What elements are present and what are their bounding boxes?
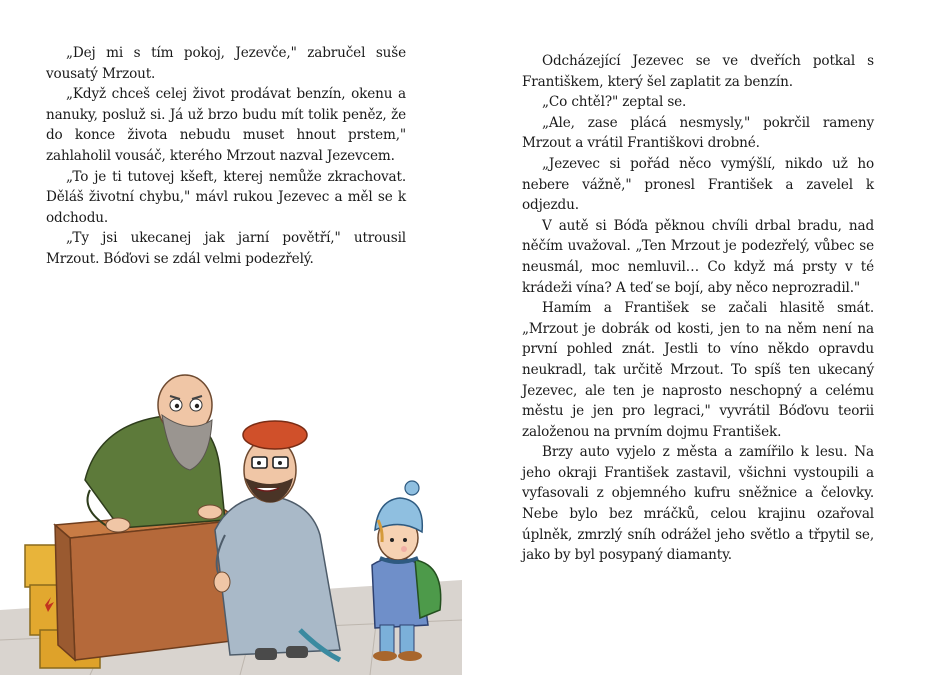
paragraph: „Co chtěl?" zeptal se.: [542, 94, 687, 111]
illustration-icon: [0, 360, 462, 675]
left-page: [0, 0, 462, 675]
paragraph: „Ale, zase plácá nesmysly," pokrčil rameny Mrzout a vrátil Františkovi drobné.: [522, 114, 874, 152]
counter-icon: [55, 510, 240, 660]
paragraph: „Dej mi s tím pokoj, Jezevče," zabručel suše vousatý Mrzout.: [46, 45, 406, 82]
jezevec-figure-icon: [214, 421, 340, 660]
paragraph: „Jezevec si pořád něco vymýšlí, nikdo už ho nebere vážně," pronesl František a zavelel k odjezdu.: [522, 155, 874, 214]
right-page: [463, 0, 925, 675]
paragraph: Brzy auto vyjelo z města a zamířilo k lesu. Na jeho okraji František zastavil, všichni vystoupili a vyfasovali z objemného kufru sněžnice a čelovky. Nebe bylo bez mráčků, celou krajinu ozařoval úplněk, zmrzlý sníh odrážel jeho světlo a třpytil se, jako by byl posypaný diamanty.: [522, 444, 874, 564]
paragraph: „Ty jsi ukecanej jak jarní povětří," utrousil Mrzout. Bóďovi se zdál velmi podezřelý.: [46, 230, 406, 267]
paragraph: Hamím a František se začali hlasitě smát. „Mrzout je dobrák od kosti, jen to na něm není na první pohled znát. Jestli to víno někdo opravdu neukradl, tak určitě Mrzout. To spíš ten ukecaný Jezevec, ale ten je naprosto neschopný a celému městu je jen pro legraci," vyvrátil Bóďovu teorii založenou na prvním dojmu František.: [522, 300, 874, 440]
paragraph: „Když chceš celej život prodávat benzín, okenu a nanuky, posluž si. Já už brzo budu mít tolik peněz, že do konce života nebudu muset hnout prstem," zahlaholil vousáč, kterého Mrzout nazval Jezevcem.: [46, 86, 406, 164]
paragraph: „To je ti tutovej kšeft, kterej nemůže zkrachovat. Děláš životní chybu," mávl rukou Jezevec a měl se k odchodu.: [46, 168, 406, 226]
left-page-text: [46, 43, 406, 270]
paragraph: Odcházející Jezevec se ve dveřích potkal s Františkem, který šel zaplatit za benzín.: [522, 53, 874, 90]
paragraph: V autě si Bóďa pěknou chvíli drbal bradu, nad něčím uvažoval. „Ten Mrzout je podezřelý, vůbec se neusmál, moc nemluvil… Co když má prsty v té krádeži vína? A teď se bojí, aby něco neprozradil.": [522, 217, 874, 296]
right-page-text: [522, 51, 874, 566]
illustration: [0, 360, 462, 675]
mrzout-figure-icon: [85, 375, 225, 532]
